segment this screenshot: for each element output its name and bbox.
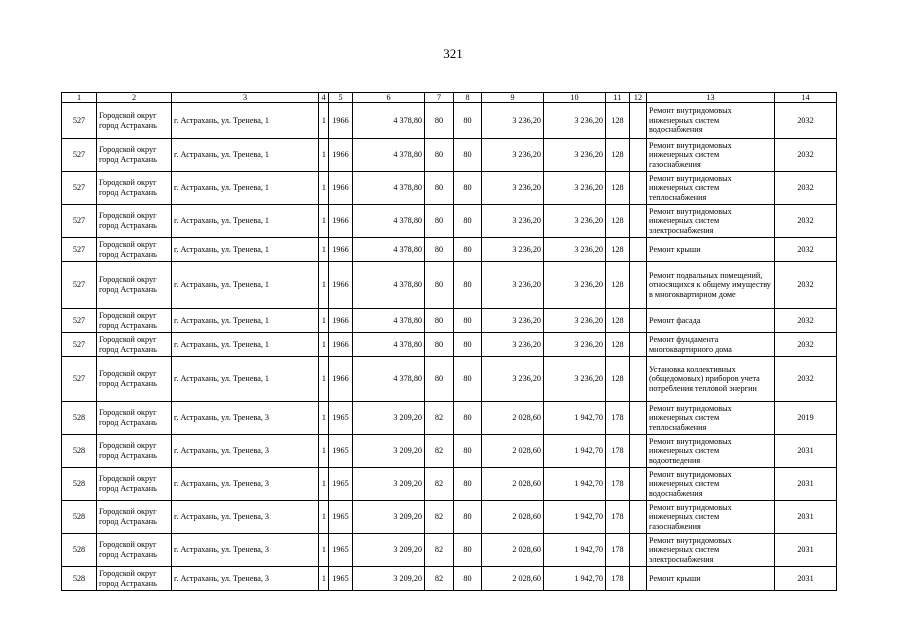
- year-built-cell: 1966: [329, 333, 353, 357]
- work-type-cell: Ремонт крыши: [647, 567, 775, 591]
- year-built-cell: 1965: [329, 501, 353, 534]
- col-8-cell: 80: [454, 357, 482, 402]
- area-cell: 2 028,60: [482, 567, 544, 591]
- object-number-cell: 527: [62, 333, 97, 357]
- residents-cell: 128: [606, 172, 630, 205]
- residential-area-cell: 1 942,70: [544, 435, 606, 468]
- col-7-cell: 82: [425, 567, 454, 591]
- col-8-cell: 80: [454, 435, 482, 468]
- year-built-cell: 1966: [329, 262, 353, 309]
- col-4-cell: 1: [319, 309, 329, 333]
- planned-year-cell: 2032: [775, 205, 837, 238]
- area-cell: 2 028,60: [482, 468, 544, 501]
- residential-area-cell: 3 236,20: [544, 333, 606, 357]
- col-4-cell: 1: [319, 468, 329, 501]
- col-7-cell: 80: [425, 238, 454, 262]
- object-number-cell: 527: [62, 139, 97, 172]
- column-number: 4: [319, 93, 329, 103]
- col-4-cell: 1: [319, 172, 329, 205]
- page-number: 321: [443, 46, 463, 61]
- municipality-cell: Городской округ город Астрахань: [97, 357, 172, 402]
- col-4-cell: 1: [319, 435, 329, 468]
- col-7-cell: 80: [425, 309, 454, 333]
- year-built-cell: 1966: [329, 238, 353, 262]
- object-number-cell: 527: [62, 172, 97, 205]
- total-area-cell: 4 378,80: [353, 103, 425, 139]
- municipality-cell: Городской округ город Астрахань: [97, 534, 172, 567]
- table-row: [62, 357, 837, 402]
- planned-year-cell: 2032: [775, 309, 837, 333]
- col-12-cell: [630, 139, 647, 172]
- total-area-cell: 4 378,80: [353, 333, 425, 357]
- col-7-cell: 82: [425, 534, 454, 567]
- residents-cell: 128: [606, 205, 630, 238]
- address-cell: г. Астрахань, ул. Тренева, 3: [172, 501, 319, 534]
- total-area-cell: 3 209,20: [353, 534, 425, 567]
- col-7-cell: 80: [425, 205, 454, 238]
- total-area-cell: 4 378,80: [353, 238, 425, 262]
- col-8-cell: 80: [454, 468, 482, 501]
- table-row: [62, 262, 837, 309]
- area-cell: 3 236,20: [482, 309, 544, 333]
- col-12-cell: [630, 103, 647, 139]
- col-4-cell: 1: [319, 402, 329, 435]
- col-8-cell: 80: [454, 402, 482, 435]
- year-built-cell: 1966: [329, 103, 353, 139]
- total-area-cell: 4 378,80: [353, 262, 425, 309]
- residents-cell: 178: [606, 468, 630, 501]
- residential-area-cell: 3 236,20: [544, 262, 606, 309]
- table-row: [62, 139, 837, 172]
- work-type-cell: Ремонт внутридомовых инженерных систем электроснабжения: [647, 205, 775, 238]
- year-built-cell: 1965: [329, 435, 353, 468]
- table-row: [62, 103, 837, 139]
- municipality-cell: Городской округ город Астрахань: [97, 262, 172, 309]
- column-number: 6: [353, 93, 425, 103]
- work-type-cell: Ремонт крыши: [647, 238, 775, 262]
- table-row: [62, 534, 837, 567]
- total-area-cell: 3 209,20: [353, 567, 425, 591]
- col-12-cell: [630, 468, 647, 501]
- residents-cell: 178: [606, 402, 630, 435]
- table-row: [62, 205, 837, 238]
- planned-year-cell: 2032: [775, 103, 837, 139]
- address-cell: г. Астрахань, ул. Тренева, 3: [172, 402, 319, 435]
- municipality-cell: Городской округ город Астрахань: [97, 238, 172, 262]
- year-built-cell: 1966: [329, 205, 353, 238]
- address-cell: г. Астрахань, ул. Тренева, 1: [172, 205, 319, 238]
- column-number: 7: [425, 93, 454, 103]
- column-number: 11: [606, 93, 630, 103]
- col-12-cell: [630, 402, 647, 435]
- municipality-cell: Городской округ город Астрахань: [97, 309, 172, 333]
- year-built-cell: 1966: [329, 357, 353, 402]
- municipality-cell: Городской округ город Астрахань: [97, 103, 172, 139]
- address-cell: г. Астрахань, ул. Тренева, 1: [172, 309, 319, 333]
- col-12-cell: [630, 435, 647, 468]
- planned-year-cell: 2031: [775, 534, 837, 567]
- residents-cell: 178: [606, 534, 630, 567]
- address-cell: г. Астрахань, ул. Тренева, 1: [172, 262, 319, 309]
- col-7-cell: 80: [425, 103, 454, 139]
- col-12-cell: [630, 172, 647, 205]
- address-cell: г. Астрахань, ул. Тренева, 1: [172, 357, 319, 402]
- residents-cell: 128: [606, 262, 630, 309]
- object-number-cell: 527: [62, 103, 97, 139]
- col-4-cell: 1: [319, 262, 329, 309]
- municipality-cell: Городской округ город Астрахань: [97, 402, 172, 435]
- residential-area-cell: 1 942,70: [544, 402, 606, 435]
- table-row: [62, 435, 837, 468]
- column-number: 8: [454, 93, 482, 103]
- col-8-cell: 80: [454, 309, 482, 333]
- planned-year-cell: 2031: [775, 435, 837, 468]
- work-type-cell: Ремонт внутридомовых инженерных систем газоснабжения: [647, 139, 775, 172]
- col-4-cell: 1: [319, 333, 329, 357]
- planned-year-cell: 2032: [775, 172, 837, 205]
- col-12-cell: [630, 205, 647, 238]
- residents-cell: 128: [606, 139, 630, 172]
- address-cell: г. Астрахань, ул. Тренева, 1: [172, 333, 319, 357]
- object-number-cell: 527: [62, 262, 97, 309]
- residential-area-cell: 1 942,70: [544, 468, 606, 501]
- object-number-cell: 527: [62, 205, 97, 238]
- residents-cell: 178: [606, 567, 630, 591]
- table-row: [62, 333, 837, 357]
- object-number-cell: 527: [62, 238, 97, 262]
- table-row: [62, 567, 837, 591]
- municipality-cell: Городской округ город Астрахань: [97, 139, 172, 172]
- col-7-cell: 80: [425, 172, 454, 205]
- col-8-cell: 80: [454, 205, 482, 238]
- year-built-cell: 1966: [329, 139, 353, 172]
- area-cell: 2 028,60: [482, 534, 544, 567]
- col-4-cell: 1: [319, 501, 329, 534]
- residential-area-cell: 3 236,20: [544, 139, 606, 172]
- col-7-cell: 82: [425, 402, 454, 435]
- area-cell: 3 236,20: [482, 103, 544, 139]
- year-built-cell: 1966: [329, 172, 353, 205]
- column-number: 9: [482, 93, 544, 103]
- col-8-cell: 80: [454, 172, 482, 205]
- col-8-cell: 80: [454, 567, 482, 591]
- residents-cell: 128: [606, 309, 630, 333]
- planned-year-cell: 2031: [775, 567, 837, 591]
- work-type-cell: Ремонт подвальных помещений, относящихся к общему имуществу в многоквартирном доме: [647, 262, 775, 309]
- address-cell: г. Астрахань, ул. Тренева, 1: [172, 103, 319, 139]
- year-built-cell: 1965: [329, 468, 353, 501]
- column-number: 14: [775, 93, 837, 103]
- col-12-cell: [630, 567, 647, 591]
- object-number-cell: 528: [62, 435, 97, 468]
- municipality-cell: Городской округ город Астрахань: [97, 468, 172, 501]
- year-built-cell: 1965: [329, 534, 353, 567]
- area-cell: 2 028,60: [482, 435, 544, 468]
- year-built-cell: 1965: [329, 402, 353, 435]
- col-12-cell: [630, 501, 647, 534]
- work-type-cell: Ремонт внутридомовых инженерных систем газоснабжения: [647, 501, 775, 534]
- col-4-cell: 1: [319, 357, 329, 402]
- work-type-cell: Ремонт фундамента многоквартирного дома: [647, 333, 775, 357]
- planned-year-cell: 2031: [775, 501, 837, 534]
- object-number-cell: 528: [62, 534, 97, 567]
- table-row: [62, 172, 837, 205]
- total-area-cell: 4 378,80: [353, 172, 425, 205]
- planned-year-cell: 2032: [775, 238, 837, 262]
- col-8-cell: 80: [454, 103, 482, 139]
- object-number-cell: 528: [62, 402, 97, 435]
- col-4-cell: 1: [319, 238, 329, 262]
- municipality-cell: Городской округ город Астрахань: [97, 567, 172, 591]
- total-area-cell: 3 209,20: [353, 468, 425, 501]
- planned-year-cell: 2031: [775, 468, 837, 501]
- residents-cell: 128: [606, 333, 630, 357]
- object-number-cell: 528: [62, 501, 97, 534]
- total-area-cell: 4 378,80: [353, 357, 425, 402]
- work-type-cell: Ремонт внутридомовых инженерных систем теплоснабжения: [647, 172, 775, 205]
- col-8-cell: 80: [454, 139, 482, 172]
- table-row: [62, 238, 837, 262]
- col-12-cell: [630, 357, 647, 402]
- table-row: [62, 468, 837, 501]
- table-row: [62, 309, 837, 333]
- col-4-cell: 1: [319, 567, 329, 591]
- total-area-cell: 3 209,20: [353, 402, 425, 435]
- year-built-cell: 1966: [329, 309, 353, 333]
- col-8-cell: 80: [454, 262, 482, 309]
- area-cell: 2 028,60: [482, 402, 544, 435]
- col-8-cell: 80: [454, 534, 482, 567]
- column-number-header-row: [62, 93, 837, 103]
- residential-area-cell: 1 942,70: [544, 567, 606, 591]
- col-12-cell: [630, 238, 647, 262]
- residential-area-cell: 1 942,70: [544, 501, 606, 534]
- area-cell: 2 028,60: [482, 501, 544, 534]
- column-number: 5: [329, 93, 353, 103]
- column-number: 10: [544, 93, 606, 103]
- residents-cell: 178: [606, 435, 630, 468]
- col-4-cell: 1: [319, 139, 329, 172]
- residents-cell: 128: [606, 238, 630, 262]
- planned-year-cell: 2032: [775, 139, 837, 172]
- object-number-cell: 527: [62, 357, 97, 402]
- column-number: 1: [62, 93, 97, 103]
- area-cell: 3 236,20: [482, 262, 544, 309]
- object-number-cell: 528: [62, 468, 97, 501]
- address-cell: г. Астрахань, ул. Тренева, 3: [172, 534, 319, 567]
- col-7-cell: 80: [425, 262, 454, 309]
- total-area-cell: 4 378,80: [353, 139, 425, 172]
- residential-area-cell: 3 236,20: [544, 309, 606, 333]
- col-7-cell: 82: [425, 501, 454, 534]
- col-12-cell: [630, 262, 647, 309]
- residents-cell: 128: [606, 357, 630, 402]
- address-cell: г. Астрахань, ул. Тренева, 3: [172, 567, 319, 591]
- residential-area-cell: 3 236,20: [544, 172, 606, 205]
- area-cell: 3 236,20: [482, 357, 544, 402]
- year-built-cell: 1965: [329, 567, 353, 591]
- municipality-cell: Городской округ город Астрахань: [97, 501, 172, 534]
- area-cell: 3 236,20: [482, 333, 544, 357]
- column-number: 2: [97, 93, 172, 103]
- col-12-cell: [630, 333, 647, 357]
- planned-year-cell: 2032: [775, 357, 837, 402]
- planned-year-cell: 2032: [775, 262, 837, 309]
- work-type-cell: Установка коллективных (общедомовых) приборов учета потребления тепловой энергии: [647, 357, 775, 402]
- municipality-cell: Городской округ город Астрахань: [97, 333, 172, 357]
- area-cell: 3 236,20: [482, 172, 544, 205]
- col-4-cell: 1: [319, 103, 329, 139]
- col-7-cell: 80: [425, 333, 454, 357]
- area-cell: 3 236,20: [482, 238, 544, 262]
- table-row: [62, 402, 837, 435]
- work-type-cell: Ремонт внутридомовых инженерных систем водоснабжения: [647, 103, 775, 139]
- residential-area-cell: 3 236,20: [544, 103, 606, 139]
- object-number-cell: 527: [62, 309, 97, 333]
- address-cell: г. Астрахань, ул. Тренева, 1: [172, 172, 319, 205]
- col-4-cell: 1: [319, 205, 329, 238]
- planned-year-cell: 2019: [775, 402, 837, 435]
- total-area-cell: 4 378,80: [353, 309, 425, 333]
- residential-area-cell: 1 942,70: [544, 534, 606, 567]
- table-row: [62, 501, 837, 534]
- address-cell: г. Астрахань, ул. Тренева, 3: [172, 435, 319, 468]
- col-12-cell: [630, 309, 647, 333]
- municipality-cell: Городской округ город Астрахань: [97, 172, 172, 205]
- col-12-cell: [630, 534, 647, 567]
- address-cell: г. Астрахань, ул. Тренева, 1: [172, 238, 319, 262]
- work-type-cell: Ремонт внутридомовых инженерных систем теплоснабжения: [647, 402, 775, 435]
- residential-area-cell: 3 236,20: [544, 238, 606, 262]
- planned-year-cell: 2032: [775, 333, 837, 357]
- area-cell: 3 236,20: [482, 139, 544, 172]
- residents-cell: 178: [606, 501, 630, 534]
- col-8-cell: 80: [454, 238, 482, 262]
- col-7-cell: 80: [425, 357, 454, 402]
- municipality-cell: Городской округ город Астрахань: [97, 205, 172, 238]
- residential-area-cell: 3 236,20: [544, 357, 606, 402]
- object-number-cell: 528: [62, 567, 97, 591]
- address-cell: г. Астрахань, ул. Тренева, 1: [172, 139, 319, 172]
- col-7-cell: 80: [425, 139, 454, 172]
- col-8-cell: 80: [454, 333, 482, 357]
- repair-schedule-table: [61, 92, 837, 591]
- work-type-cell: Ремонт внутридомовых инженерных систем водоотведения: [647, 435, 775, 468]
- column-number: 12: [630, 93, 647, 103]
- residential-area-cell: 3 236,20: [544, 205, 606, 238]
- area-cell: 3 236,20: [482, 205, 544, 238]
- residents-cell: 128: [606, 103, 630, 139]
- work-type-cell: Ремонт внутридомовых инженерных систем электроснабжения: [647, 534, 775, 567]
- col-7-cell: 82: [425, 468, 454, 501]
- total-area-cell: 4 378,80: [353, 205, 425, 238]
- work-type-cell: Ремонт внутридомовых инженерных систем водоснабжения: [647, 468, 775, 501]
- work-type-cell: Ремонт фасада: [647, 309, 775, 333]
- column-number: 13: [647, 93, 775, 103]
- col-4-cell: 1: [319, 534, 329, 567]
- municipality-cell: Городской округ город Астрахань: [97, 435, 172, 468]
- column-number: 3: [172, 93, 319, 103]
- col-8-cell: 80: [454, 501, 482, 534]
- col-7-cell: 82: [425, 435, 454, 468]
- address-cell: г. Астрахань, ул. Тренева, 3: [172, 468, 319, 501]
- total-area-cell: 3 209,20: [353, 435, 425, 468]
- total-area-cell: 3 209,20: [353, 501, 425, 534]
